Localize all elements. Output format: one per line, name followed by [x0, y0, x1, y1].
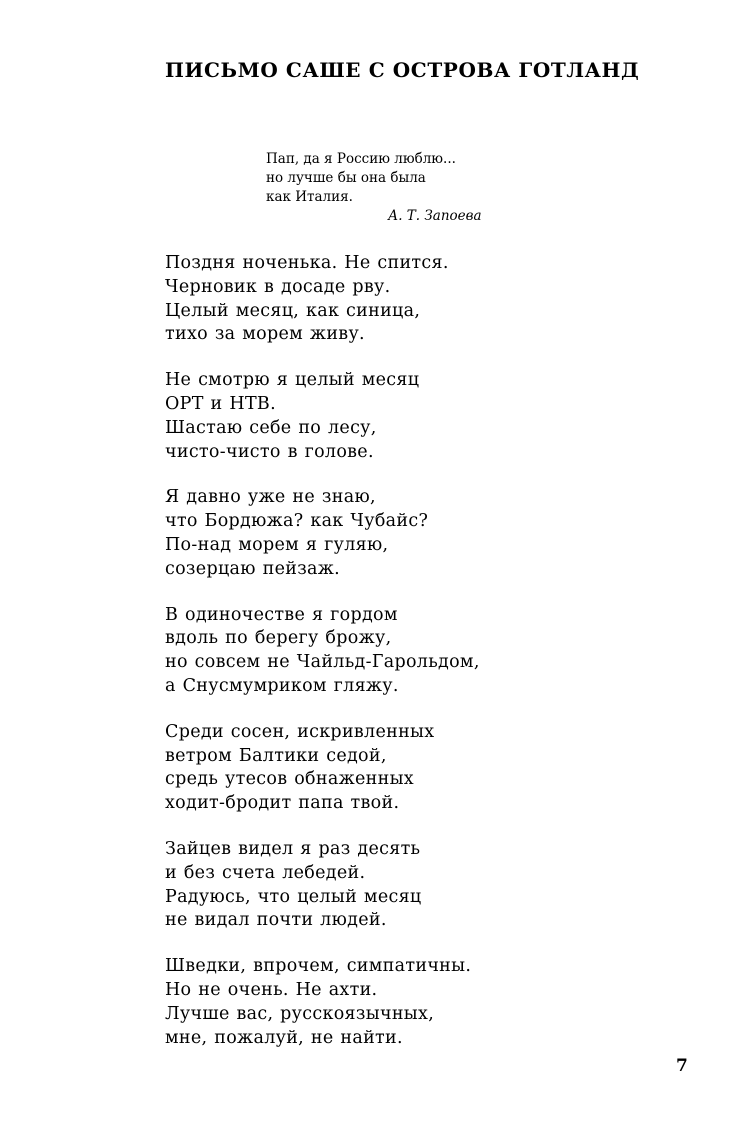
poem-line: чисто-чисто в голове.	[165, 441, 374, 462]
stanza	[165, 838, 545, 933]
poem-line: Зайцев видел я раз десять	[165, 838, 421, 859]
epigraph-line: как Италия.	[266, 189, 353, 205]
page-number: 7	[676, 1056, 688, 1076]
poem-line: Целый месяц, как синица,	[165, 300, 421, 321]
poem-line: Я давно уже не знаю,	[165, 487, 376, 508]
poem-line: ОРТ и НТВ.	[165, 393, 276, 414]
poem-line: но совсем не Чайльд-Гарольдом,	[165, 652, 480, 673]
epigraph	[266, 150, 516, 226]
poem-line: Шастаю себе по лесу,	[165, 417, 377, 438]
epigraph-author: А. Т. Запоева	[388, 208, 482, 224]
epigraph-line: но лучше бы она была	[266, 170, 426, 186]
stanza	[165, 955, 545, 1050]
stanza	[165, 252, 545, 347]
poem-line: мне, пожалуй, не найти.	[165, 1027, 403, 1048]
poem-line: ветром Балтики седой,	[165, 745, 387, 766]
poem-line: Лучше вас, русскоязычных,	[165, 1003, 435, 1024]
stanza	[165, 604, 545, 699]
epigraph-line: Пап, да я Россию люблю...	[266, 151, 456, 167]
poem-line: Радуюсь, что целый месяц	[165, 886, 422, 907]
poem-line: ходит-бродит папа твой.	[165, 793, 400, 814]
poem-line: Среди сосен, искривленных	[165, 721, 435, 742]
stanza	[165, 369, 545, 464]
poem-line: не видал почти людей.	[165, 910, 387, 931]
poem-line: а Снусмумриком гляжу.	[165, 675, 399, 696]
poem-line: тихо за морем живу.	[165, 324, 365, 345]
poem-line: Шведки, впрочем, симпатичны.	[165, 956, 472, 977]
poem-line: Но не очень. Не ахти.	[165, 979, 378, 1000]
poem-line: Не смотрю я целый месяц	[165, 370, 420, 391]
poem-line: Поздня ноченька. Не спится.	[165, 253, 449, 273]
stanza	[165, 721, 545, 816]
poem-line: В одиночестве я гордом	[165, 604, 398, 625]
poem-line: созерцаю пейзаж.	[165, 558, 341, 579]
poem-line: средь утесов обнаженных	[165, 769, 414, 790]
poem-line: Черновик в досаде рву.	[165, 276, 391, 297]
poem-line: и без счета лебедей.	[165, 862, 366, 883]
poem-body	[165, 252, 545, 1072]
poem-line: По-над морем я гуляю,	[165, 534, 389, 555]
poem-line: вдоль по берегу брожу,	[165, 628, 392, 649]
poem-line: что Бордюжа? как Чубайс?	[165, 511, 429, 532]
poem-title: ПИСЬМО САШЕ С ОСТРОВА ГОТЛАНД	[165, 58, 640, 82]
stanza	[165, 486, 545, 581]
